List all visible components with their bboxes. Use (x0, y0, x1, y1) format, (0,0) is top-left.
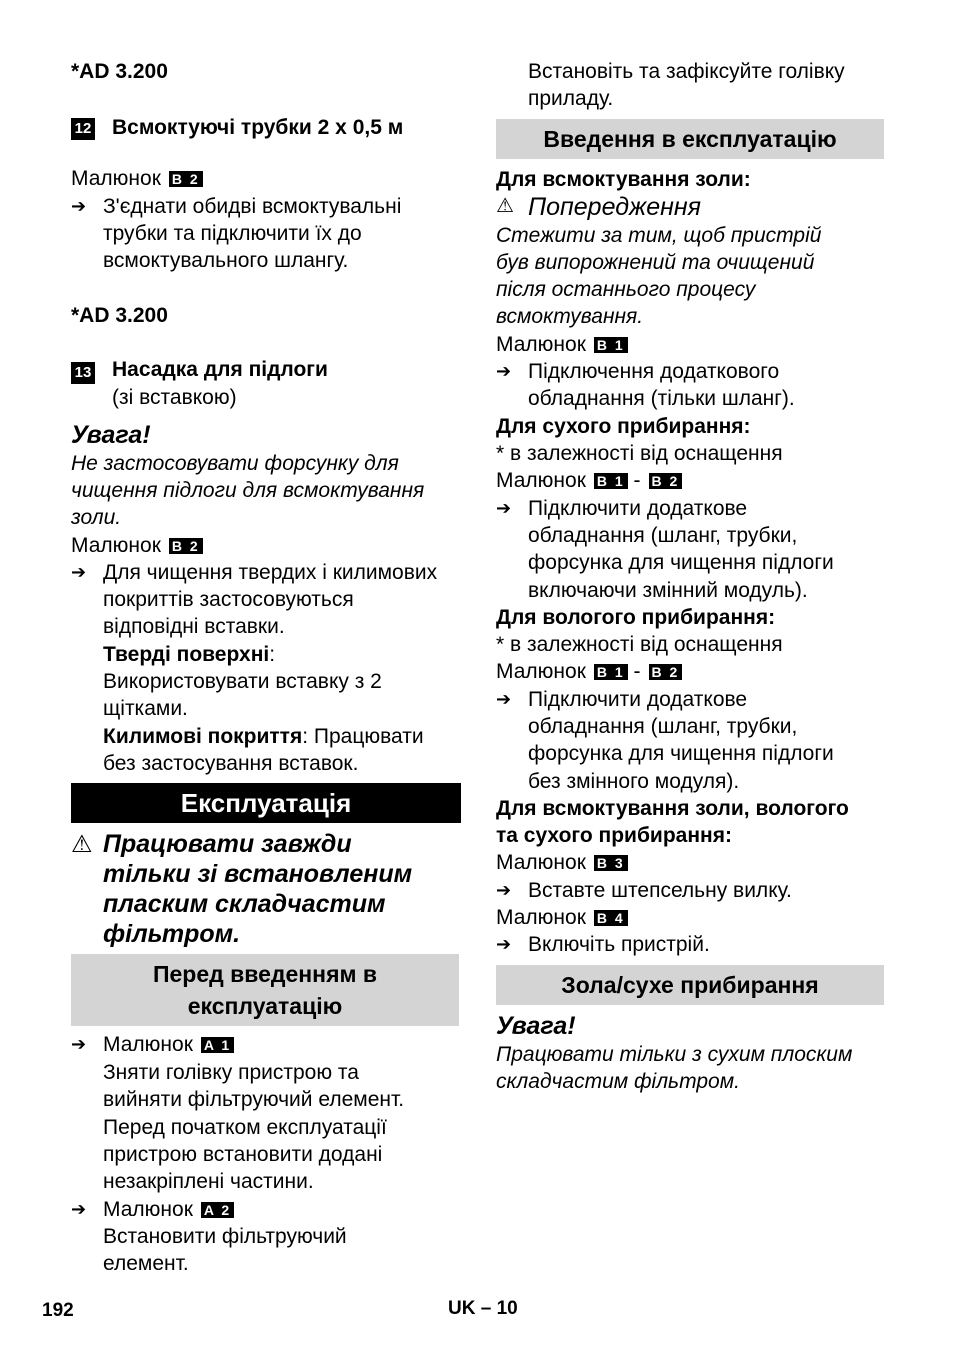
figure-badge-b1: B 1 (594, 664, 628, 680)
item-number-13: 13 (71, 362, 95, 384)
figure-badge-b1: B 1 (594, 337, 628, 353)
warning-text: Стежити за тим, щоб пристрій (496, 224, 822, 247)
header-line: Перед введенням в (152, 961, 378, 987)
item-subtitle: (зі вставкою) (112, 386, 237, 409)
section-header-ash-dry: Зола/сухе прибирання (496, 965, 884, 1005)
item-number-12: 12 (71, 118, 95, 140)
figure-ref: Малюнок B 2 (71, 165, 203, 192)
step-text: трубки та підключити їх до (103, 222, 362, 245)
warning-triangle-icon: ⚠ (496, 195, 514, 217)
step-text: вийняти фільтруючий елемент. (103, 1088, 405, 1111)
language-page: UK – 10 (448, 1298, 518, 1319)
arrow-icon: ➔ (496, 498, 512, 518)
step-text: щітками. (103, 697, 188, 720)
figure-badge-b2: B 2 (649, 473, 683, 489)
caution-text: чищення підлоги для всмоктування (71, 479, 425, 502)
step-text: обладнання (шланг, трубки, (528, 715, 798, 738)
item-title-suction-tubes: Всмоктуючі трубки 2 х 0,5 м (112, 116, 404, 139)
equipment-note: * в залежності від оснащення (496, 633, 783, 656)
step-text: форсунка для чищення підлоги (528, 551, 834, 574)
figure-badge-b2: B 2 (169, 538, 203, 554)
hard-surfaces-line: Тверді поверхні: (103, 643, 276, 666)
subheading-wet: Для вологого прибирання: (496, 606, 776, 629)
section-header-before-commissioning (71, 954, 459, 1026)
model-heading: *AD 3.200 (71, 60, 168, 83)
figure-badge-b4: B 4 (594, 910, 628, 926)
step-text: елемент. (103, 1252, 189, 1275)
warning-triangle-icon: ⚠ (71, 831, 93, 858)
warning-text: Працювати завжди (103, 830, 352, 858)
section-header-commissioning: Введення в експлуатацію (496, 119, 884, 159)
step-text: незакріплені частини. (103, 1170, 314, 1193)
warning-text: був випорожнений та очищений (496, 251, 815, 274)
model-heading: *AD 3.200 (71, 304, 168, 327)
figure-ref: Малюнок B 1 - B 2 (496, 658, 682, 685)
step-text: без застосування вставок. (103, 752, 359, 775)
caution-title: Увага! (496, 1012, 576, 1040)
page-number: 192 (42, 1300, 74, 1321)
step-text: покриттів застосовуються (103, 588, 354, 611)
step-text: всмоктувального шлангу. (103, 249, 349, 272)
step-text: відповідні вставки. (103, 615, 285, 638)
step-text: Включіть пристрій. (528, 933, 710, 956)
arrow-icon: ➔ (496, 689, 512, 709)
figure-badge-b2: B 2 (649, 664, 683, 680)
figure-badge-a1: A 1 (201, 1037, 234, 1053)
step-text: форсунка для чищення підлоги (528, 742, 834, 765)
warning-title: Попередження (528, 193, 701, 221)
warning-text: фільтром. (103, 920, 241, 948)
arrow-icon: ➔ (496, 880, 512, 900)
caution-text: Не застосовувати форсунку для (71, 452, 399, 475)
caution-text: складчастим фільтром. (496, 1070, 740, 1093)
step-text: Встановити фільтруючий (103, 1225, 347, 1248)
step-text: включаючи змінний модуль). (528, 579, 808, 602)
warning-text: після останнього процесу (496, 278, 756, 301)
subheading-all: та сухого прибирання: (496, 824, 732, 847)
step-text: Підключення додаткового (528, 360, 780, 383)
arrow-icon: ➔ (71, 1034, 87, 1054)
step-text: З'єднати обидві всмоктувальні (103, 195, 402, 218)
warning-text: пласким складчастим (103, 890, 386, 918)
header-line: експлуатацію (187, 993, 343, 1019)
arrow-icon: ➔ (71, 562, 87, 582)
figure-badge-a2: A 2 (201, 1202, 234, 1218)
caution-text: золи. (71, 506, 122, 529)
figure-ref: Малюнок B 2 (71, 532, 203, 559)
figure-ref: Малюнок A 2 (103, 1196, 234, 1223)
step-text: Підключити додаткове (528, 688, 748, 711)
arrow-icon: ➔ (71, 196, 87, 216)
section-header-operation: Експлуатація (71, 783, 461, 823)
equipment-note: * в залежності від оснащення (496, 442, 783, 465)
subheading-ash: Для всмоктування золи: (496, 168, 751, 191)
step-text: приладу. (528, 87, 614, 110)
step-text: обладнання (тільки шланг). (528, 387, 795, 410)
step-text: Для чищення твердих і килимових (103, 561, 438, 584)
step-text: Встановіть та зафіксуйте голівку (528, 60, 845, 83)
step-text: Вставте штепсельну вилку. (528, 879, 792, 902)
arrow-icon: ➔ (496, 934, 512, 954)
figure-ref: Малюнок B 3 (496, 849, 628, 876)
item-title-floor-nozzle: Насадка для підлоги (112, 358, 328, 381)
subheading-all: Для всмоктування золи, вологого (496, 797, 849, 820)
step-text: Підключити додаткове (528, 497, 748, 520)
step-text: Використовувати вставку з 2 (103, 670, 382, 693)
carpet-line: Килимові покриття: Працювати (103, 725, 424, 748)
step-text: Перед початком експлуатації (103, 1116, 387, 1139)
warning-text: всмоктування. (496, 305, 644, 328)
figure-ref: Малюнок B 1 (496, 331, 628, 358)
arrow-icon: ➔ (71, 1199, 87, 1219)
figure-ref: Малюнок B 4 (496, 904, 628, 931)
figure-badge-b1: B 1 (594, 473, 628, 489)
caution-text: Працювати тільки з сухим плоским (496, 1043, 853, 1066)
subheading-dry: Для сухого прибирання: (496, 415, 751, 438)
figure-ref: Малюнок B 1 - B 2 (496, 467, 682, 494)
figure-badge-b3: B 3 (594, 855, 628, 871)
step-text: пристрою встановити додані (103, 1143, 383, 1166)
warning-text: тільки зі встановленим (103, 860, 413, 888)
step-text: обладнання (шланг, трубки, (528, 524, 798, 547)
step-text: Зняти голівку пристрою та (103, 1061, 359, 1084)
caution-title: Увага! (71, 421, 151, 449)
figure-badge-b2: B 2 (169, 171, 203, 187)
arrow-icon: ➔ (496, 361, 512, 381)
figure-ref: Малюнок A 1 (103, 1031, 234, 1058)
step-text: без змінного модуля). (528, 770, 740, 793)
